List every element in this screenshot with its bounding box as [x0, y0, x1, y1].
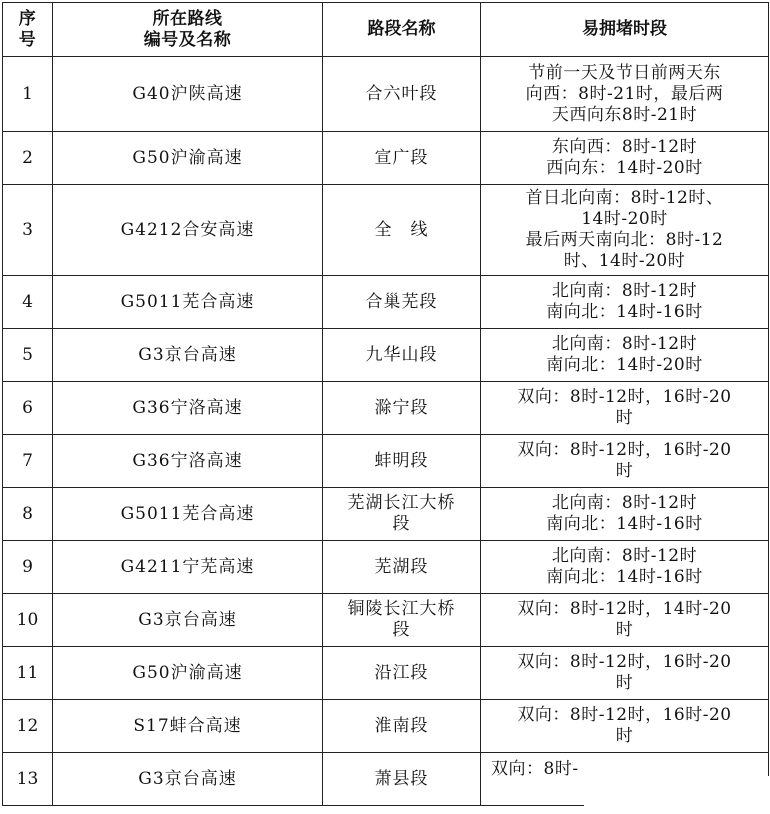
- cell-time: 双向：8时-12时，16时-20 时: [481, 435, 769, 488]
- cell-time: 北向南：8时-12时 南向北：14时-20时: [481, 329, 769, 382]
- cell-road: S17蚌合高速: [53, 700, 323, 753]
- header-serial: 序 号: [3, 3, 53, 57]
- cell-no: 1: [3, 57, 53, 132]
- cell-no: 10: [3, 594, 53, 647]
- cell-no: 4: [3, 276, 53, 329]
- header-section: 路段名称: [323, 3, 481, 57]
- congestion-table: [2, 2, 769, 806]
- table-row: [3, 382, 769, 435]
- cell-road: G3京台高速: [53, 753, 323, 806]
- table-row: [3, 435, 769, 488]
- table-row: [3, 647, 769, 700]
- cell-no: 11: [3, 647, 53, 700]
- cell-road: G4212合安高速: [53, 185, 323, 276]
- cell-road: G4211宁芜高速: [53, 541, 323, 594]
- header-road: 所在路线 编号及名称: [53, 3, 323, 57]
- cell-section: 合巢芜段: [323, 276, 481, 329]
- cell-road: G40沪陕高速: [53, 57, 323, 132]
- cell-section: 淮南段: [323, 700, 481, 753]
- cell-no: 5: [3, 329, 53, 382]
- cell-no: 6: [3, 382, 53, 435]
- cell-section: 芜湖段: [323, 541, 481, 594]
- cell-section: 宣广段: [323, 132, 481, 185]
- cell-road: G5011芜合高速: [53, 488, 323, 541]
- cell-no: 13: [3, 753, 53, 806]
- cell-no: 12: [3, 700, 53, 753]
- table-row: [3, 276, 769, 329]
- cropped-area-mask: [584, 776, 770, 814]
- cell-section: 全 线: [323, 185, 481, 276]
- cell-time: 首日北向南：8时-12时、 14时-20时 最后两天南向北：8时-12 时、14时-20时: [481, 185, 769, 276]
- cell-road: G36宁洛高速: [53, 382, 323, 435]
- cell-section: 沿江段: [323, 647, 481, 700]
- table-row: [3, 488, 769, 541]
- cell-time: 双向：8时-12时，16时-20 时: [481, 647, 769, 700]
- cell-section: 蚌明段: [323, 435, 481, 488]
- cell-road: G50沪渝高速: [53, 132, 323, 185]
- cell-no: 7: [3, 435, 53, 488]
- table-row: [3, 541, 769, 594]
- cell-road: G3京台高速: [53, 329, 323, 382]
- cell-road: G3京台高速: [53, 594, 323, 647]
- cell-section: 芜湖长江大桥 段: [323, 488, 481, 541]
- cell-time: 节前一天及节日前两天东 向西：8时-21时，最后两 天西向东8时-21时: [481, 57, 769, 132]
- cell-no: 3: [3, 185, 53, 276]
- cell-no: 2: [3, 132, 53, 185]
- header-time: 易拥堵时段: [481, 3, 769, 57]
- cell-road: G50沪渝高速: [53, 647, 323, 700]
- cell-time: 东向西：8时-12时 西向东：14时-20时: [481, 132, 769, 185]
- table-header-row: [3, 3, 769, 57]
- table-row: [3, 329, 769, 382]
- table-row: [3, 57, 769, 132]
- cell-section: 合六叶段: [323, 57, 481, 132]
- table-row: [3, 700, 769, 753]
- cell-no: 8: [3, 488, 53, 541]
- cell-section: 萧县段: [323, 753, 481, 806]
- cell-time: 北向南：8时-12时 南向北：14时-16时: [481, 276, 769, 329]
- table-row: [3, 185, 769, 276]
- cell-section: 九华山段: [323, 329, 481, 382]
- cell-time: 双向：8时-12时，16时-20 时: [481, 700, 769, 753]
- cell-time: 双向：8时-: [481, 753, 769, 806]
- cell-no: 9: [3, 541, 53, 594]
- cell-time: 双向：8时-12时，14时-20 时: [481, 594, 769, 647]
- cell-road: G36宁洛高速: [53, 435, 323, 488]
- cell-section: 铜陵长江大桥 段: [323, 594, 481, 647]
- cell-time: 北向南：8时-12时 南向北：14时-16时: [481, 541, 769, 594]
- cell-time: 北向南：8时-12时 南向北：14时-16时: [481, 488, 769, 541]
- table-row: [3, 132, 769, 185]
- cell-section: 滁宁段: [323, 382, 481, 435]
- cell-time: 双向：8时-12时，16时-20 时: [481, 382, 769, 435]
- table-row: [3, 594, 769, 647]
- cell-road: G5011芜合高速: [53, 276, 323, 329]
